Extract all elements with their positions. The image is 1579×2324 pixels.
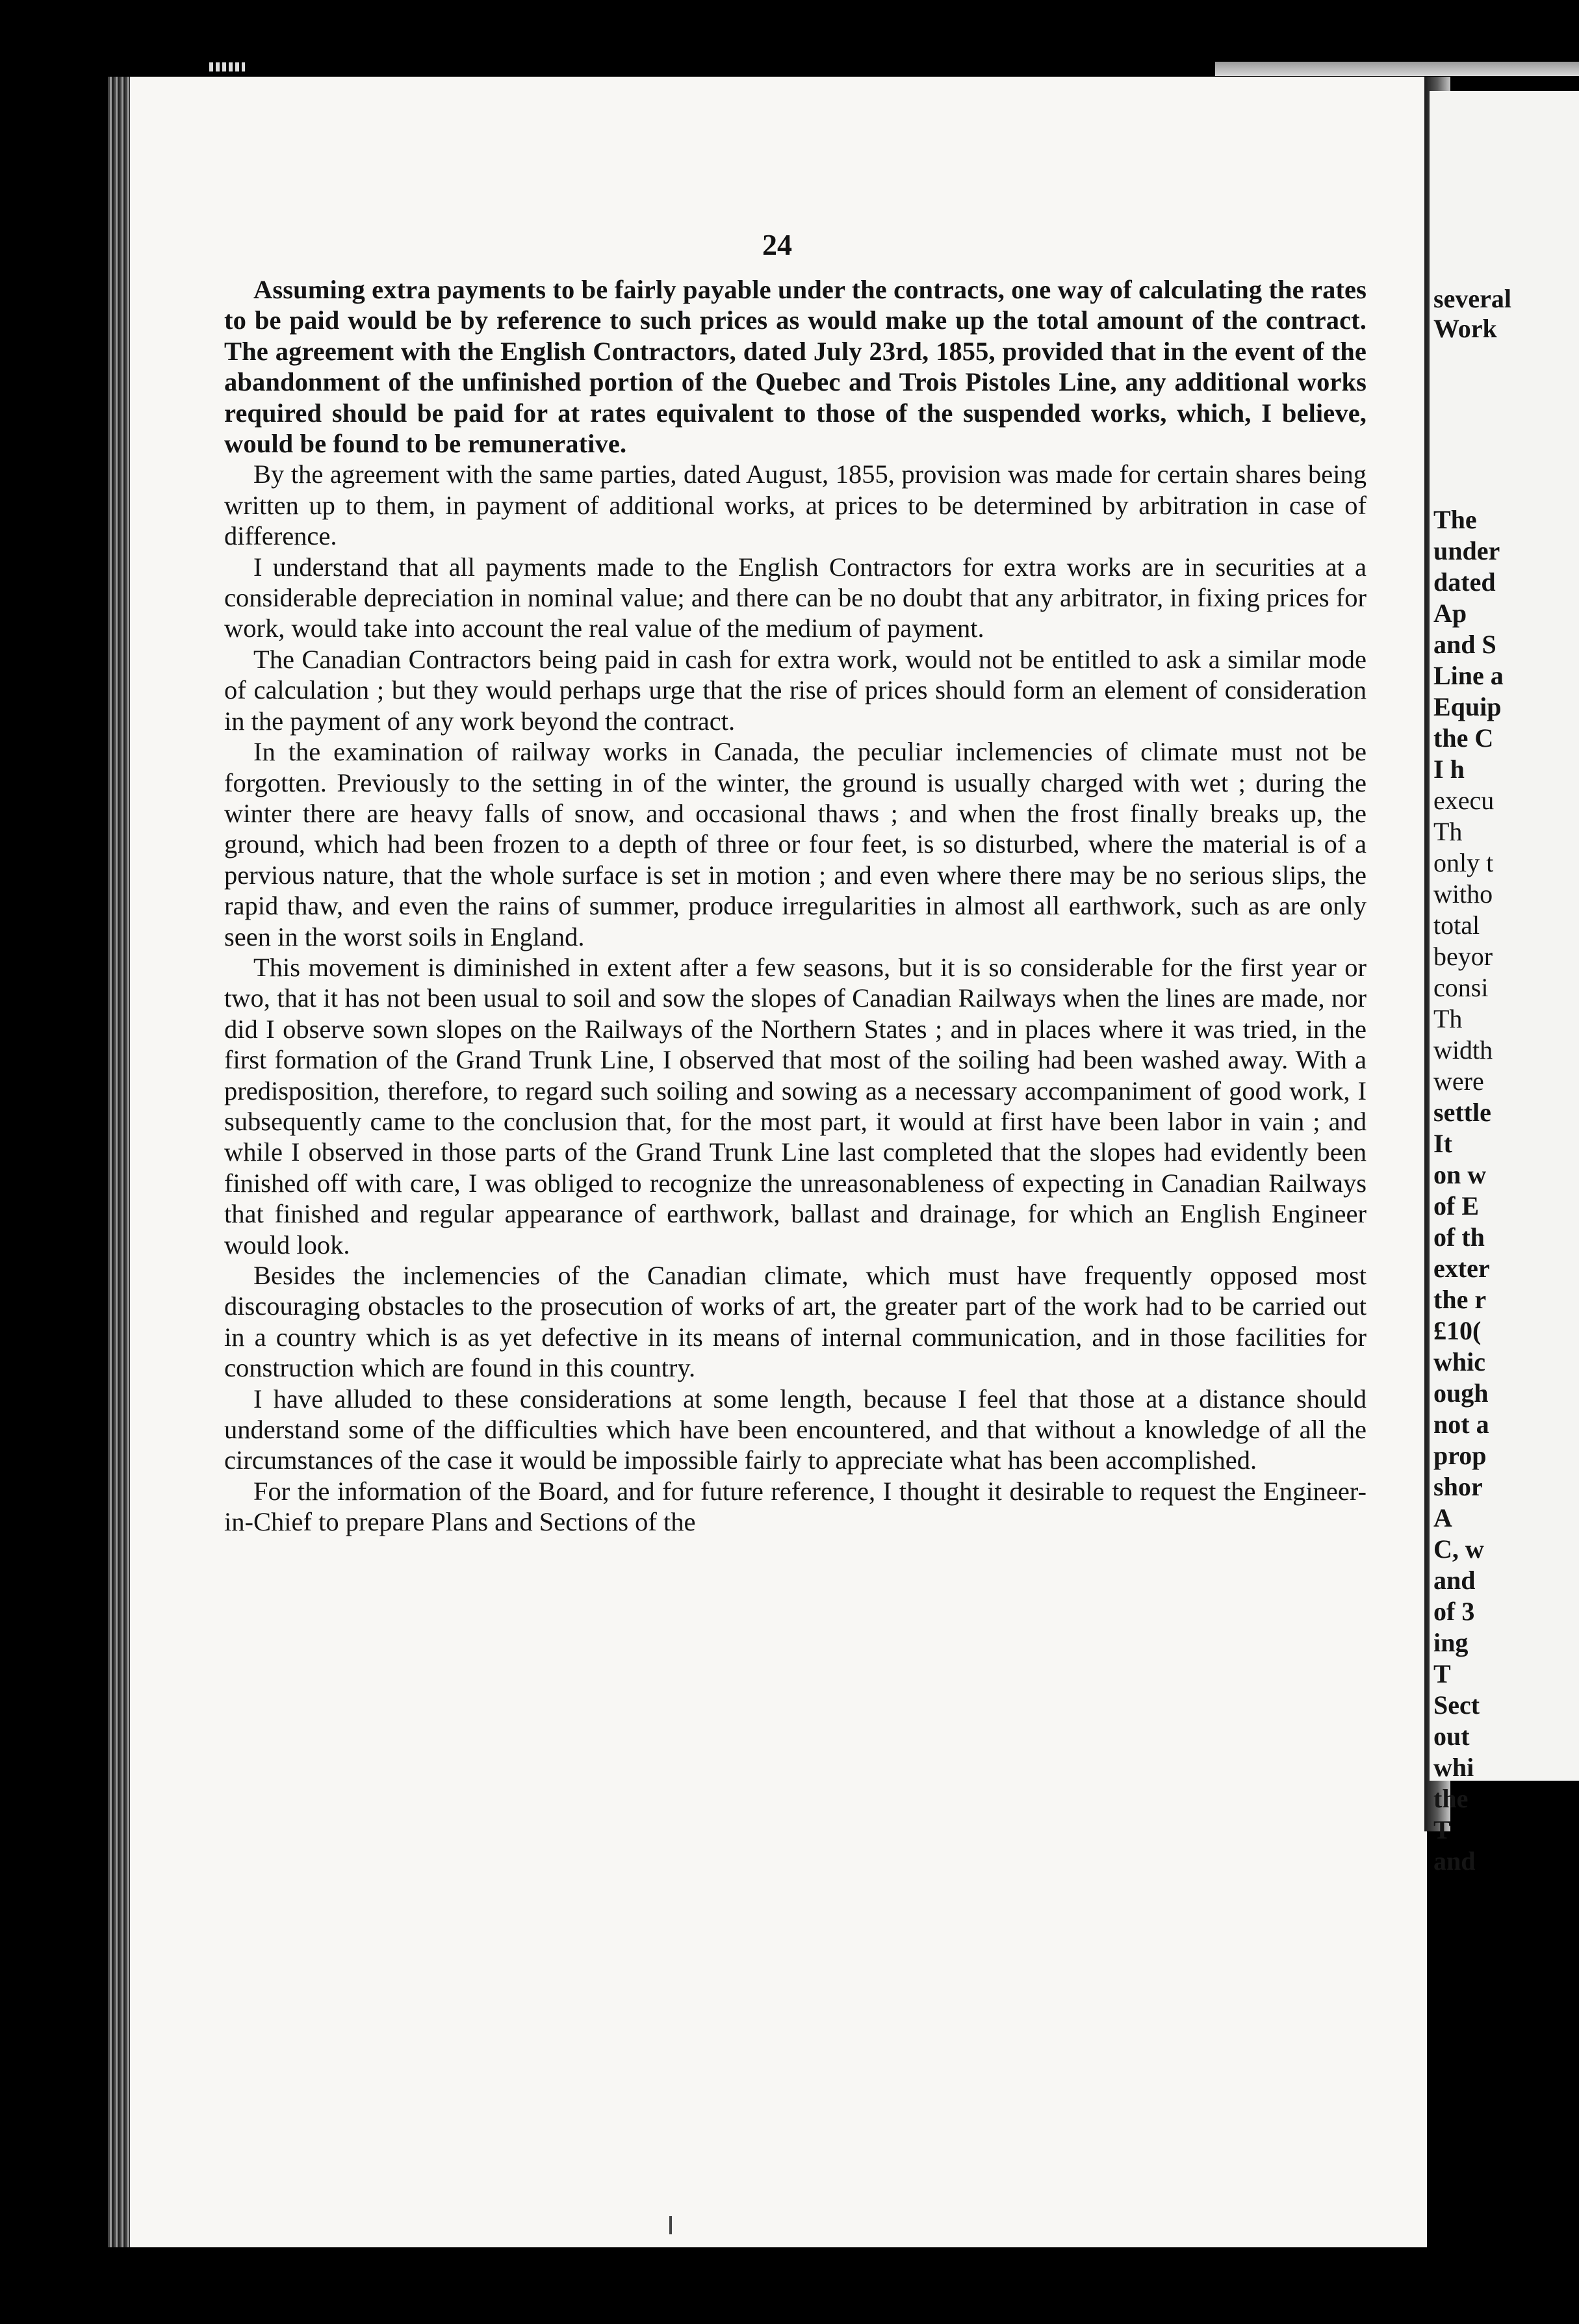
right-page-line-fragment: exter — [1433, 1254, 1490, 1283]
body-text — [224, 274, 1367, 1538]
right-page-line-fragment: Line a — [1433, 661, 1504, 690]
right-page-line-fragment: total — [1433, 910, 1480, 940]
right-page-line-fragment: on w — [1433, 1160, 1487, 1189]
right-page-line-fragment: execu — [1433, 786, 1495, 815]
right-page-line-fragment: under — [1433, 536, 1500, 565]
right-page-line-fragment: whi — [1433, 1753, 1474, 1782]
right-page-line-fragment: Sect — [1433, 1690, 1480, 1720]
right-page-line-fragment: Th — [1433, 1004, 1463, 1033]
right-page-line-fragment: the r — [1433, 1285, 1487, 1314]
right-page-line-fragment: width — [1433, 1035, 1493, 1065]
right-page-line-fragment: of E — [1433, 1191, 1479, 1220]
right-page-text — [1433, 0, 1579, 2324]
right-page-line-fragment: and S — [1433, 630, 1496, 659]
right-page-line-fragment: and — [1433, 1566, 1476, 1595]
right-page-line-fragment: the — [1433, 1784, 1469, 1813]
right-page-line-fragment: of 3 — [1433, 1597, 1475, 1626]
page-number: 24 — [762, 228, 792, 261]
paragraph: Besides the inclemencies of the Canadian climate, which must have frequently opposed most discouraging obstacles to the prosecution of works of art, the greater part of the work had to be carried out in a country which is as yet defective in its means of internal communication, and in those facilities for construction which are found in this country. — [224, 1261, 1367, 1383]
right-page-line-fragment: C, w — [1433, 1534, 1484, 1564]
paragraph: In the examination of railway works in Canada, the peculiar inclemencies of climate must not be forgotten. Previously to the setting in of the winter, the ground is usually charged with wet ; during the winter there are heavy falls of snow, and occasional thaws ; and when the frost finally breaks up, the ground, which had been frozen to a depth of three or four feet, is so disturbed, where the material is of a pervious nature, that the whole surface is set in motion ; and even where there may be no serious slips, the rapid thaw, and even the rains of summer, produce irregularities in almost all earthwork, such as are only seen in the worst soils in England. — [224, 737, 1367, 951]
right-page-line-fragment: only t — [1433, 848, 1494, 877]
right-page-line-fragment: It — [1433, 1129, 1452, 1158]
paragraph: This movement is diminished in extent after a few seasons, but it is so considerable for the first year or two, that it has not been usual to soil and sow the slopes of Canadian Railways when the lines are made, nor did I observe sown slopes on the Railways of the Northern States ; and in places where it was tried, in the first formation of the Grand Trunk Line, I observed that most of the soiling had been washed away. With a predisposition, therefore, to regard such soiling and sowing as a necessary accompaniment of good work, I subsequently came to the conclusion that, for the most part, it would at first have been labor in vain ; and while I observed in those parts of the Grand Trunk Line last completed that the slopes had evidently been finished off with care, I was obliged to recognize the unreasonableness of expecting in Canadian Railways that finished and regular appearance of earthwork, ballast and drainage, for which an English Engineer would look. — [224, 952, 1367, 1259]
right-page-line-fragment: ing — [1433, 1628, 1469, 1657]
paragraph: I have alluded to these considerations at some length, because I feel that those at a distance should understand some of the difficulties which have been encountered, and that without a knowledge of all the circumstances of the case it would be impossible fairly to appreciate what has been accomplished. — [224, 1384, 1367, 1475]
right-page-line-fragment: of th — [1433, 1222, 1485, 1252]
right-page-line-fragment: witho — [1433, 879, 1493, 909]
right-page-line-fragment: and — [1433, 1846, 1476, 1876]
paragraph: The Canadian Contractors being paid in cash for extra work, would not be entitled to ask a similar mode of calculation ; but they would perhaps urge that the rise of prices should form an element of consideration in the payment of any work beyond the contract. — [224, 644, 1367, 736]
right-page-line-fragment: Equip — [1433, 692, 1502, 721]
right-page-line-fragment: consi — [1433, 973, 1489, 1002]
scan-edge-mark — [209, 62, 245, 71]
right-page-line-fragment: settle — [1433, 1098, 1491, 1127]
right-page-line-fragment: Th — [1433, 817, 1463, 846]
right-page-line-fragment: prop — [1433, 1441, 1487, 1470]
right-page-line-fragment: out — [1433, 1722, 1470, 1751]
right-page-line-fragment: T — [1433, 1815, 1451, 1844]
right-page-line-fragment: I h — [1433, 755, 1465, 784]
right-page-line-fragment: were — [1433, 1066, 1484, 1096]
right-page-line-fragment: beyor — [1433, 942, 1493, 971]
paragraph: By the agreement with the same parties, dated August, 1855, provision was made for certain shares being written up to them, in payment of additional works, at prices to be determined by arbitration in case of difference. — [224, 459, 1367, 551]
right-page-line-fragment: A — [1433, 1503, 1452, 1532]
right-page-line-fragment: whic — [1433, 1347, 1485, 1376]
page-foot-mark — [669, 2216, 672, 2234]
paragraph: Assuming extra payments to be fairly payable under the contracts, one way of calculating the rates to be paid would be by reference to such prices as would make up the total amount of the contract. The agreement with the English Contractors, dated July 23rd, 1855, provided that in the event of the abandonment of the unfinished portion of the Quebec and Trois Pistoles Line, any additional works required should be paid for at rates equivalent to those of the suspended works, which, I believe, would be found to be remunerative. — [224, 275, 1367, 459]
right-page-line-fragment: ough — [1433, 1378, 1489, 1408]
right-page-line-fragment: not a — [1433, 1410, 1489, 1439]
right-page-line-fragment: Work — [1433, 314, 1497, 343]
right-page-line-fragment: dated — [1433, 567, 1496, 597]
right-page-line-fragment: The — [1433, 505, 1477, 534]
right-page-line-fragment: the C — [1433, 723, 1494, 753]
right-page-line-fragment: T — [1433, 1659, 1451, 1688]
paragraph: I understand that all payments made to the English Contractors for extra works are in securities at a considerable depreciation in nominal value; and there can be no doubt that any arbitrator, in fixing prices for work, would take into account the real value of the medium of payment. — [224, 552, 1367, 643]
right-page-line-fragment: shor — [1433, 1472, 1483, 1501]
right-page-line-fragment: several — [1433, 284, 1511, 313]
right-page-line-fragment: £10( — [1433, 1316, 1482, 1345]
right-page-line-fragment: Ap — [1433, 599, 1467, 628]
paragraph: For the information of the Board, and for future reference, I thought it desirable to request the Engineer-in-Chief to prepare Plans and Sections of the — [224, 1476, 1367, 1537]
